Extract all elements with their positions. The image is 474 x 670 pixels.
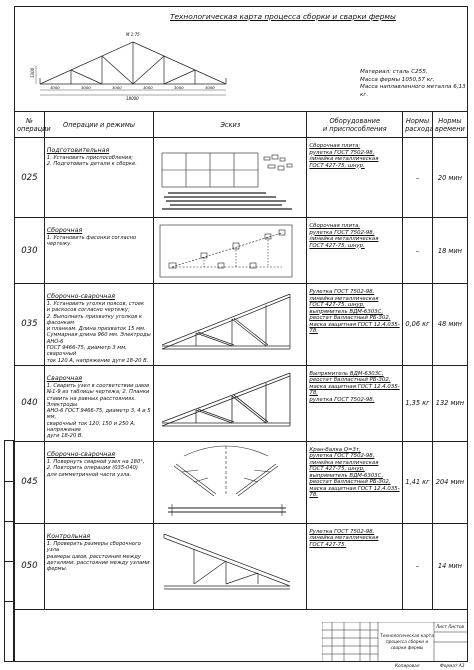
consumption-value: –: [403, 523, 433, 609]
equipment-list: Кран-балка Q=3т, рулетка ГОСТ 7502-98, линейка металлическая ГОСТ 427-75, шнур, выпрямитель ВДМ-6303С, реостат балластный РБ-302, маска защитная ГОСТ 12.4.035-78.: [309, 446, 400, 499]
sketch-assembly-plate: [154, 139, 298, 217]
sketch-truss-weld: [154, 366, 298, 440]
operations-table: [14, 111, 468, 610]
operation-steps: 1. Проверить размеры сборочного узла размеры швов, расстояния между деталями, расстояние между узлами фермы.: [46, 540, 150, 573]
document-title: Технологическая карта процесса сборки и сварки фермы: [170, 12, 396, 21]
operation-cell: [44, 138, 154, 218]
operation-name: Сварочная: [46, 374, 83, 382]
time-value: 132 мин: [432, 365, 467, 441]
sketch-truss-tack: [154, 285, 298, 363]
table-row: [15, 441, 468, 523]
time-value: 18 мин: [432, 218, 467, 284]
operation-cell: [44, 365, 154, 441]
consumption-value: –: [403, 138, 433, 218]
operation-name: Сборочно-сварочная: [46, 293, 116, 300]
equipment-list: Рулетка ГОСТ 7502-98, линейка металлическая ГОСТ 427-75, шнур, выпрямитель ВДМ-6303С, реостат балластный РБ-302, маска защитная ГОСТ 12.4.035-78.: [309, 289, 400, 334]
weld-mass-line: Масса наплавленного металла 6,13 кг.: [360, 84, 466, 98]
header-time: Нормы времени: [432, 112, 467, 138]
side-dimension: 1300: [30, 67, 35, 78]
header-sketch: Эскиз: [154, 112, 307, 138]
table-row: [15, 365, 468, 441]
equipment-cell: [307, 284, 403, 366]
dimension-2: 3000: [81, 85, 91, 90]
scale-label: М 1:75: [126, 32, 140, 37]
operation-name: Подготовительная: [46, 147, 110, 154]
equipment-list: Выпрямитель ВДМ-6303С, реостат балластный РБ-302, маска защитная ГОСТ 12.4.035-78, рулетка ГОСТ 7502-98.: [309, 370, 400, 403]
header-equipment: Оборудование и приспособления: [307, 112, 403, 138]
consumption-value: 1,41 кг: [403, 441, 433, 523]
operation-cell: [44, 284, 154, 366]
sketch-cell: [154, 523, 307, 609]
sketch-truss-inspection: [154, 524, 298, 608]
operation-steps: 1. Установить фасонки согласно чертежу.: [46, 235, 137, 248]
sheets-label: Листов: [448, 625, 465, 630]
equipment-cell: [307, 365, 403, 441]
equipment-cell: [307, 218, 403, 284]
material-notes: [360, 69, 474, 99]
operation-steps: 1. Сварить узел в соответствии швов №1-9 из таблицы чертежа; 2. Планки ставить на равных расстояниях. Электроды АНО-6 ГОСТ 9466-75, диаметр 3, 4 и 5 мм, сварочный ток 120, 150 и 250 А, напряжение дуги 18-20 В.: [46, 382, 151, 440]
material-line: Материал: сталь С255,: [360, 69, 428, 75]
operation-name: Сборочная: [46, 227, 83, 234]
title-block-name: Технологическая карта процесса сборки и сварки фермы: [380, 634, 434, 651]
table-row: [15, 218, 468, 284]
sketch-cell: [154, 441, 307, 523]
operation-number: 045: [15, 441, 45, 523]
time-value: 48 мин: [432, 284, 467, 366]
operation-steps: 1. Установить уголки поясов, стоек и раскосов согласно чертежу; 2. Выполнить прихватку уголков к фасонкам и планкам. Длина прихваток 15 мм. Суммарная длина 960 мм. Электроды АНО-6 ГОСТ 9466-75, диаметр 3 мм, сварочный ток 120 А, напряжение дуги 18-20 В.: [46, 301, 151, 364]
truss-mass-line: Масса фермы 1050,57 кг,: [360, 76, 435, 83]
sketch-gusset-setup: [154, 219, 298, 283]
dimension-6: 3000: [205, 85, 215, 90]
sketch-cell: [154, 365, 307, 441]
table-row: [15, 138, 468, 218]
time-value: 14 мин: [432, 523, 467, 609]
sketch-cell: [154, 218, 307, 284]
dimension-5: 3000: [174, 85, 184, 90]
table-header-row: [15, 112, 468, 138]
operation-cell: [44, 441, 154, 523]
equipment-list: Рулетка ГОСТ 7502-98, линейка металлическая ГОСТ 427-75.: [309, 528, 379, 548]
operation-number: 050: [15, 523, 45, 609]
dimension-1: 3000: [50, 85, 60, 90]
equipment-cell: [307, 523, 403, 609]
consumption-value: 1,35 кг: [403, 365, 433, 441]
table-row: [15, 523, 468, 609]
equipment-list: Сборочная плита; рулетка ГОСТ 7502-98, линейка металлическая ГОСТ 427-75, шнур.: [309, 143, 379, 169]
operation-cell: [44, 523, 154, 609]
time-value: 20 мин: [432, 138, 467, 218]
total-span: 18000: [126, 96, 139, 101]
operation-number: 025: [15, 138, 45, 218]
operation-steps: 1. Установить приспособления; 2. Подготовить детали к сборке.: [46, 155, 137, 168]
title-block: [322, 622, 468, 662]
operation-steps: 1. Повернуть сварной узел на 180°, 2. Повторить операции (035-040) для симметричной части узла.: [46, 458, 145, 478]
operation-number: 040: [15, 365, 45, 441]
equipment-cell: [307, 441, 403, 523]
dimension-3: 3000: [112, 85, 122, 90]
operation-name: Контрольная: [46, 532, 91, 540]
time-value: 204 мин: [432, 441, 467, 523]
equipment-cell: [307, 138, 403, 218]
dimension-4: 3000: [143, 85, 153, 90]
sketch-cell: [154, 284, 307, 366]
truss-drawing: [28, 22, 248, 106]
table-row: [15, 284, 468, 366]
binding-strip: [4, 440, 14, 662]
operation-number: 035: [15, 284, 45, 366]
sheet-label: Лист: [436, 625, 447, 630]
consumption-value: 0,06 кг: [403, 284, 433, 366]
format-label: Формат А3: [440, 664, 465, 669]
copied-label: Копировал: [395, 664, 420, 669]
consumption-value: –: [403, 218, 433, 284]
operation-number: 030: [15, 218, 45, 284]
equipment-list: Сборочная плита, рулетка ГОСТ 7502-98, линейка металлическая ГОСТ 427-75, шнур.: [309, 223, 379, 249]
header-operations: Операции и режимы: [44, 112, 154, 138]
operation-cell: [44, 218, 154, 284]
sketch-rotate-assembly: [154, 442, 298, 522]
sketch-cell: [154, 138, 307, 218]
operation-name: Сборочно-сварочная: [46, 450, 116, 458]
header-consumption: Нормы расхода: [403, 112, 433, 138]
header-number: № операции: [15, 112, 45, 138]
